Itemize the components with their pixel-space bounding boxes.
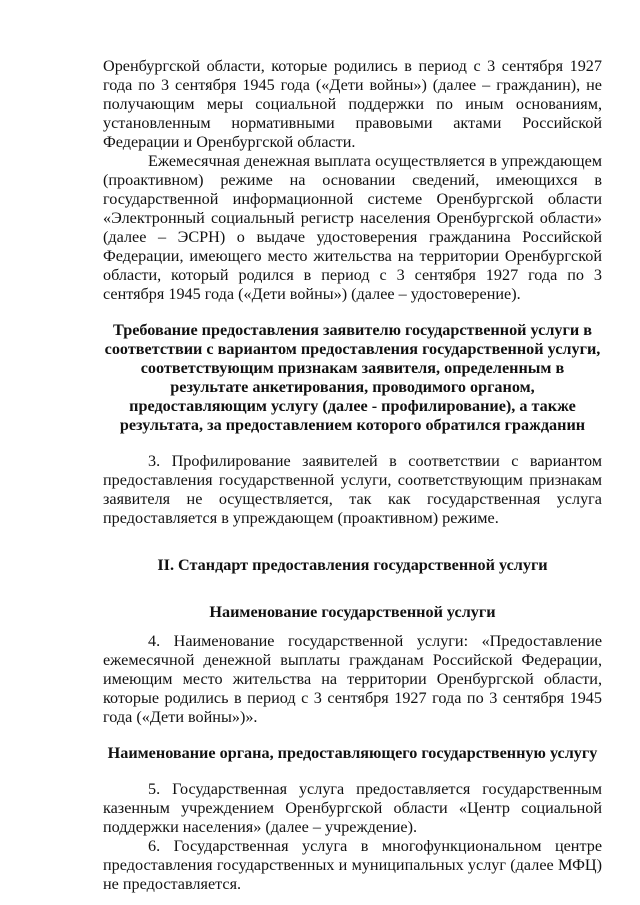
paragraph-5: 5. Государственная услуга предоставляется государственным казенным учреждением Оренбургской области «Центр социальной поддержки населения» (далее – учреждение).: [103, 780, 602, 836]
heading-requirement: Требование предоставления заявителю государственной услуги в соответствии с вариантом предоставления государственной услуги, соответствующим признакам заявителя, определенным в результате анкетирования, проводимого органом, предоставляющим услугу (далее - профилирование), а также результата, за предоставлением которого обратился гражданин: [104, 321, 601, 434]
paragraph-continuation: Оренбургской области, которые родились в период с 3 сентября 1927 года по 3 сентября 1945 года («Дети войны») (далее – гражданин), не получающим меры социальной поддержки по иным основаниям, установленным нормативными правовыми актами Российской Федерации и Оренбургской области.: [103, 57, 602, 151]
paragraph-4: 4. Наименование государственной услуги: «Предоставление ежемесячной денежной выплаты гражданам Российской Федерации, имеющим место жительства на территории Оренбургской области, которые родились в период с 3 сентября 1927 года по 3 сентября 1945 года («Дети войны»)».: [103, 632, 602, 726]
heading-service-name: Наименование государственной услуги: [209, 603, 496, 621]
heading-authority: Наименование органа, предоставляющего государственную услугу: [107, 744, 598, 762]
heading-section-2: II. Стандарт предоставления государственной услуги: [157, 556, 548, 574]
paragraph-payment: Ежемесячная денежная выплата осуществляется в упреждающем (проактивном) режиме на основании сведений, имеющихся в государственной информационной системе Оренбургской области «Электронный социальный регистр населения Оренбургской области» (далее – ЭСРН) о выдаче удостоверения гражданина Российской Федерации, имеющего место жительства на территории Оренбургской области, который родился в период с 3 сентября 1927 года по 3 сентября 1945 года («Дети войны») (далее – удостоверение).: [103, 152, 602, 303]
paragraph-6: 6. Государственная услуга в многофункциональном центре предоставления государственных и муниципальных услуг (далее МФЦ) не предоставляется.: [103, 837, 602, 893]
paragraph-3: 3. Профилирование заявителей в соответствии с вариантом предоставления государственной услуги, соответствующим признакам заявителя не осуществляется, так как государственная услуга предоставляется в упреждающем (проактивном) режиме.: [103, 452, 602, 527]
